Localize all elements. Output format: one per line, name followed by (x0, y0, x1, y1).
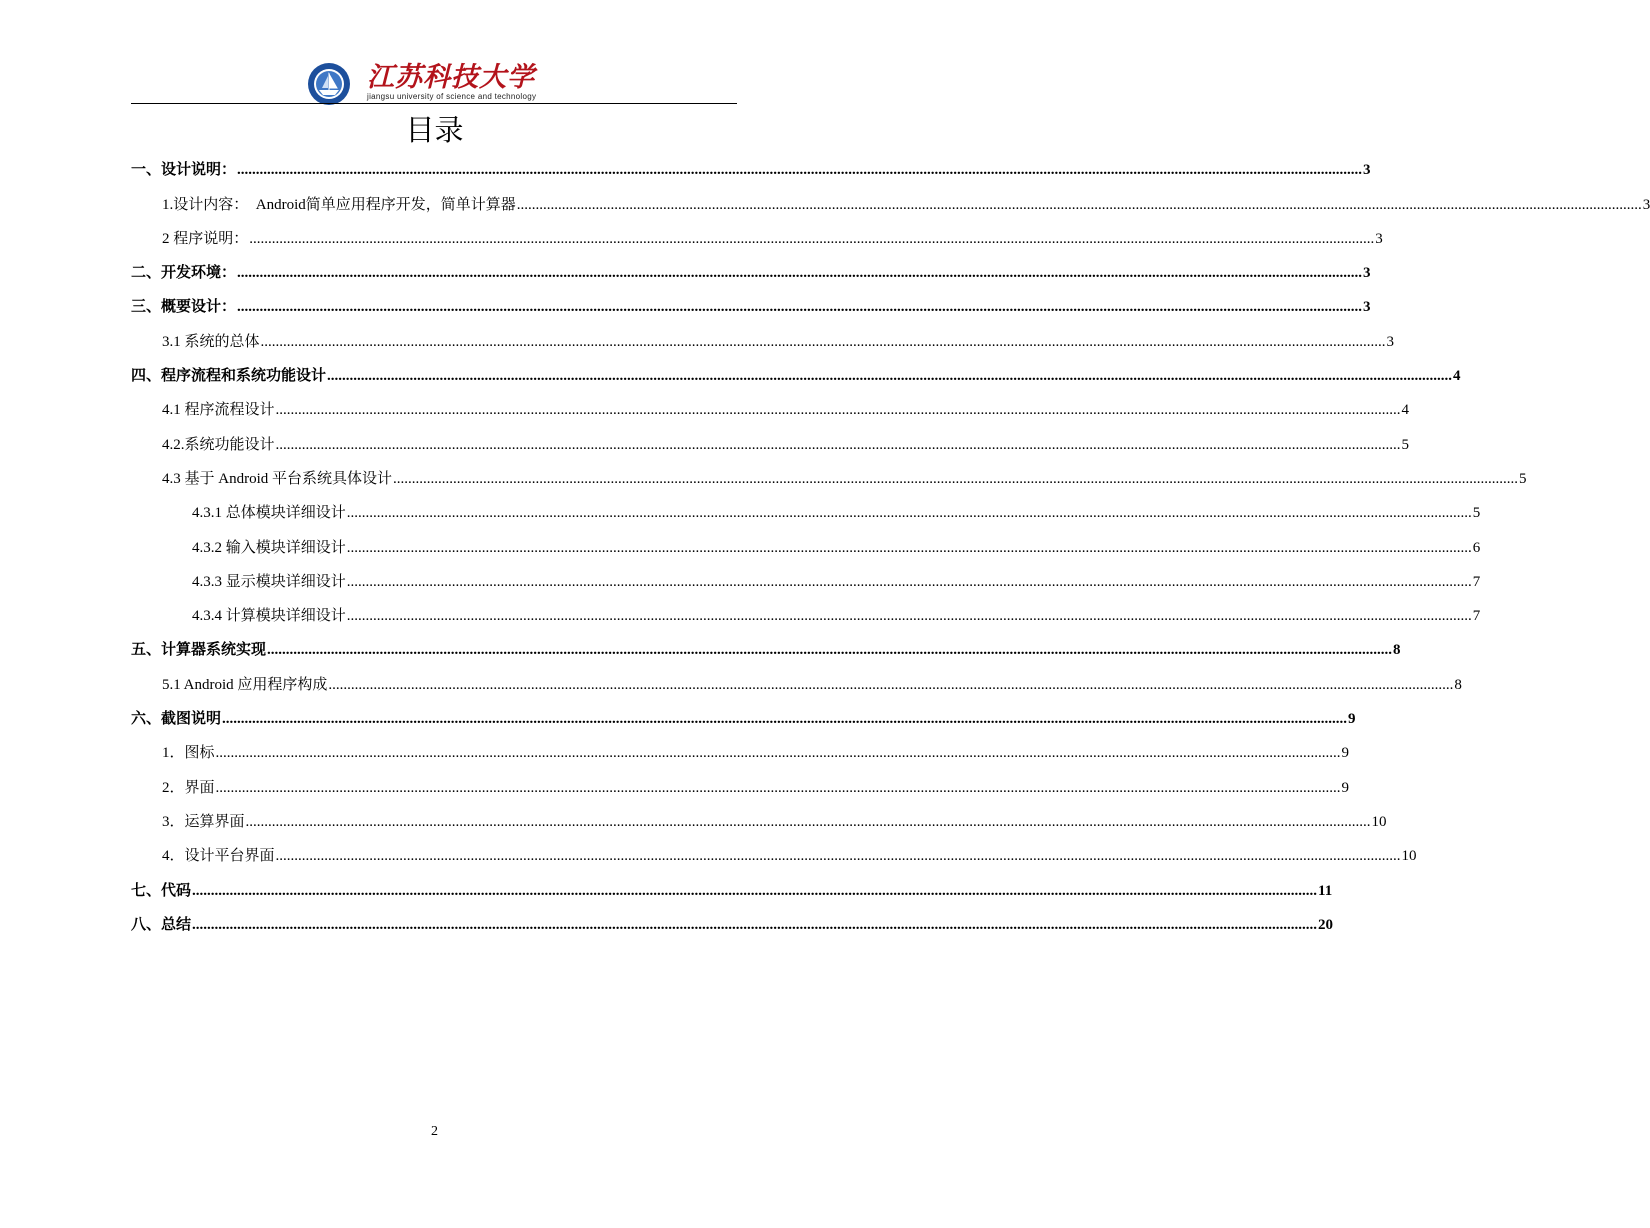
toc-dot-leader: ............................................................................................................................................................................................................................................................................................................ (237, 162, 1363, 179)
toc-dot-leader: ............................................................................................................................................................................................................................................................................................................ (393, 470, 1518, 487)
toc-dot-leader: ............................................................................................................................................................................................................................................................................................................ (275, 436, 1401, 453)
toc-dot-leader: ............................................................................................................................................................................................................................................................................................................ (275, 848, 1401, 865)
toc-entry[interactable] (131, 426, 1410, 460)
toc-entry-page: 7 (1472, 573, 1481, 590)
toc-entry-label: 六、截图说明 (131, 711, 222, 728)
toc-entry-page: 3 (1363, 162, 1371, 179)
toc-entry-page: 10 (1371, 813, 1387, 830)
toc-entry[interactable] (131, 323, 1395, 357)
toc-entry[interactable] (131, 186, 1650, 220)
toc-dot-leader: ............................................................................................................................................................................................................................................................................................................ (249, 230, 1375, 247)
toc-entry[interactable] (131, 907, 1334, 941)
toc-entry-page: 3 (1642, 196, 1650, 213)
toc-entry[interactable] (131, 392, 1410, 426)
toc-entry[interactable] (131, 872, 1333, 906)
toc-entry-label: 4.3.1 总体模块详细设计 (192, 505, 346, 522)
toc-entry[interactable] (131, 255, 1371, 289)
toc-entry[interactable] (131, 358, 1461, 392)
toc-dot-leader: ............................................................................................................................................................................................................................................................................................................ (516, 196, 1642, 213)
toc-entry-label: 一、设计说明： (131, 162, 237, 179)
university-name-en: jiangsu university of science and technology (367, 92, 537, 101)
toc-entry-label: 4.3.4 计算模块详细设计 (192, 608, 346, 625)
toc-entry-page: 20 (1318, 916, 1334, 933)
university-seal-icon (307, 62, 351, 106)
toc-entry[interactable] (131, 735, 1350, 769)
toc-entry-page: 4 (1401, 402, 1410, 419)
toc-dot-leader: ............................................................................................................................................................................................................................................................................................................ (346, 505, 1472, 522)
toc-entry-label: 三、概要设计： (131, 299, 237, 316)
toc-entry-label: 5.1 Android 应用程序构成 (162, 676, 328, 693)
toc-entry[interactable] (131, 289, 1371, 323)
toc-entry[interactable] (131, 495, 1481, 529)
toc-entry-label: 八、总结 (131, 916, 192, 933)
toc-entry-page: 3 (1386, 333, 1395, 350)
toc-entry-label: 二、开发环境： (131, 265, 237, 282)
toc-entry-page: 7 (1472, 608, 1481, 625)
toc-entry[interactable] (131, 564, 1481, 598)
toc-entry[interactable] (131, 152, 1371, 186)
toc-entry[interactable] (131, 632, 1401, 666)
toc-dot-leader: ............................................................................................................................................................................................................................................................................................................ (245, 813, 1371, 830)
toc-entry-label: 4．设计平台界面 (162, 848, 275, 865)
toc-dot-leader: ............................................................................................................................................................................................................................................................................................................ (346, 539, 1472, 556)
university-name-cn: 江苏科技大学 (367, 62, 535, 93)
toc-entry-label: 2 程序说明： (162, 230, 249, 247)
toc-entry-label: 七、代码 (131, 882, 192, 899)
toc-entry-label: 四、程序流程和系统功能设计 (131, 368, 327, 385)
toc-dot-leader: ............................................................................................................................................................................................................................................................................................................ (192, 916, 1318, 933)
toc-entry-page: 5 (1401, 436, 1410, 453)
toc-entry-label: 1．图标 (162, 745, 215, 762)
toc-entry-label: 4.2.系统功能设计 (162, 436, 275, 453)
toc-dot-leader: ............................................................................................................................................................................................................................................................................................................ (215, 779, 1341, 796)
toc-entry-label: 2．界面 (162, 779, 215, 796)
toc-entry[interactable] (131, 701, 1356, 735)
toc-entry-page: 3 (1375, 230, 1383, 247)
toc-dot-leader: ............................................................................................................................................................................................................................................................................................................ (328, 676, 1454, 693)
toc-entry-label: 4.3 基于 Android 平台系统具体设计 (162, 470, 392, 487)
page-header (131, 58, 737, 104)
toc-dot-leader: ............................................................................................................................................................................................................................................................................................................ (237, 299, 1363, 316)
toc-entry-page: 3 (1363, 299, 1371, 316)
toc-dot-leader: ............................................................................................................................................................................................................................................................................................................ (192, 882, 1318, 899)
page-number: 2 (431, 1124, 438, 1139)
toc-entry-page: 5 (1472, 505, 1481, 522)
toc-entry-page: 6 (1472, 539, 1481, 556)
header-divider (131, 103, 737, 104)
toc-entry-page: 9 (1341, 779, 1350, 796)
toc-dot-leader: ............................................................................................................................................................................................................................................................................................................ (260, 333, 1386, 350)
toc-dot-leader: ............................................................................................................................................................................................................................................................................................................ (222, 711, 1348, 728)
toc-dot-leader: ............................................................................................................................................................................................................................................................................................................ (346, 573, 1472, 590)
toc-entry-page: 11 (1318, 882, 1333, 899)
toc-entry-page: 8 (1393, 642, 1401, 659)
toc-entry-label: 1.设计内容： Android简单应用程序开发，简单计算器 (162, 196, 516, 213)
toc-entry[interactable] (131, 666, 1462, 700)
toc-entry-page: 9 (1341, 745, 1350, 762)
toc-entry-label: 4.1 程序流程设计 (162, 402, 275, 419)
toc-entry[interactable] (131, 221, 1383, 255)
toc-entry[interactable] (131, 804, 1387, 838)
toc-entry[interactable] (131, 838, 1417, 872)
toc-entry[interactable] (131, 529, 1481, 563)
toc-entry-label: 3.1 系统的总体 (162, 333, 260, 350)
toc-dot-leader: ............................................................................................................................................................................................................................................................................................................ (275, 402, 1401, 419)
toc-entry-label: 3．运算界面 (162, 813, 245, 830)
toc-dot-leader: ............................................................................................................................................................................................................................................................................................................ (237, 265, 1363, 282)
toc-entry-label: 4.3.2 输入模块详细设计 (192, 539, 346, 556)
toc-entry-page: 4 (1453, 368, 1461, 385)
page-title: 目录 (405, 113, 464, 147)
toc-entry[interactable] (131, 769, 1350, 803)
toc-entry-page: 10 (1401, 848, 1417, 865)
toc-dot-leader: ............................................................................................................................................................................................................................................................................................................ (267, 642, 1393, 659)
toc-entry-page: 8 (1454, 676, 1462, 693)
toc-entry-page: 3 (1363, 265, 1371, 282)
toc-dot-leader: ............................................................................................................................................................................................................................................................................................................ (215, 745, 1341, 762)
toc-entry-label: 4.3.3 显示模块详细设计 (192, 573, 346, 590)
toc-entry-page: 5 (1519, 470, 1527, 487)
university-logo (307, 62, 557, 102)
toc-entry[interactable] (131, 461, 1527, 495)
toc-entry-page: 9 (1348, 711, 1356, 728)
toc-entry-label: 五、计算器系统实现 (131, 642, 267, 659)
toc-entry[interactable] (131, 598, 1481, 632)
toc-dot-leader: ............................................................................................................................................................................................................................................................................................................ (327, 368, 1453, 385)
toc-dot-leader: ............................................................................................................................................................................................................................................................................................................ (346, 608, 1472, 625)
table-of-contents (131, 152, 1650, 941)
